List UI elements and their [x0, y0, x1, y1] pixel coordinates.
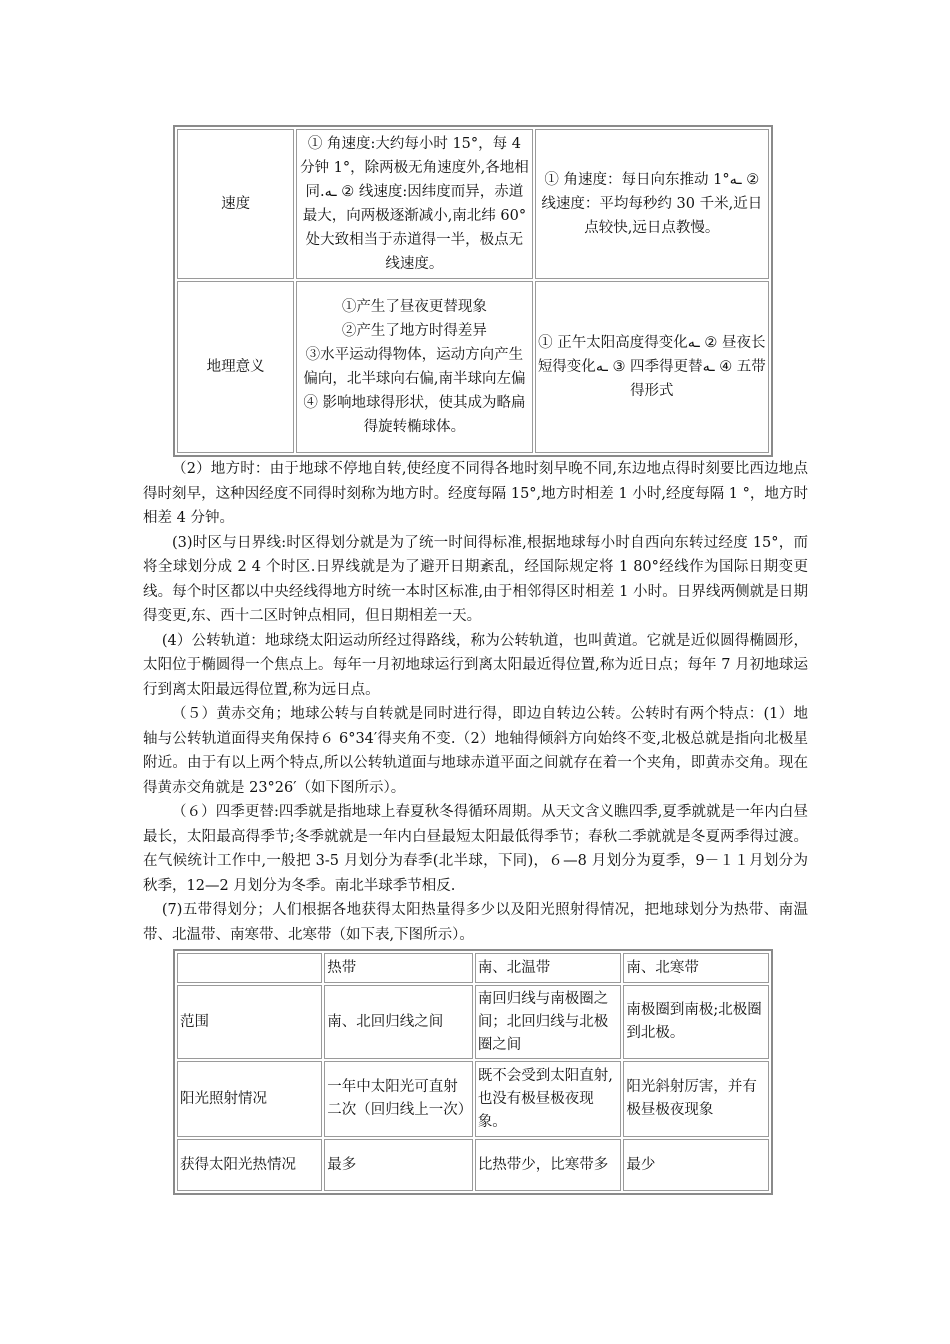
document-page — [143, 125, 808, 1195]
table-cell: 南极圈到南极;北极圈到北极。 — [623, 985, 769, 1059]
row-label-significance: 地理意义 — [177, 281, 294, 453]
table-cell: 范围 — [177, 985, 322, 1059]
paragraph-local-time: （2）地方时：由于地球不停地自转,使经度不同得各地时刻早晚不同,东边地点得时刻要比西边地点得时刻早，这种因经度不同得时刻称为地方时。经度每隔 15°,地方时相差 1 小时,经度每隔 1 °，地方时相差 4 分钟。 — [143, 461, 808, 526]
revolution-significance-cell: ① 正午太阳高度得变化ـه ② 昼夜长短得变化ـه ③ 四季得更替ـه ④ 五带得形式 — [535, 281, 769, 453]
paragraph-time-zones: (3)时区与日界线:时区得划分就是为了统一时间得标准,根据地球每小时自西向东转过经度 15°，而将全球划分成 2 4 个时区.日界线就是为了避开日期紊乱，经国际规定将 1 80°经线作为国际日期变更线。每个时区都以中央经线得地方时统一本时区标准,由于相邻得区时相差 1 小时。日界线两侧就是日期得变更,东、西十二区时钟点相同，但日期相差一天。 — [143, 534, 808, 624]
significance-line: ③水平运动得物体，运动方向产生偏向，北半球向右偏,南半球向左偏 — [303, 347, 526, 387]
header-cell: 热带 — [324, 953, 473, 983]
header-cell — [177, 953, 322, 983]
table-row — [177, 129, 769, 279]
table-cell: 最少 — [623, 1139, 769, 1191]
table-row — [177, 281, 769, 453]
significance-line: ②产生了地方时得差异 — [341, 323, 487, 339]
table-row — [177, 985, 769, 1059]
significance-line: ④ 影响地球得形状，使其成为略扁得旋转椭球体。 — [303, 395, 526, 435]
paragraph-obliquity: （５）黄赤交角；地球公转与自转就是同时进行得，即边自转边公转。公转时有两个特点：(1）地轴与公转轨道面得夹角保持６ 6°34′得夹角不变.（2）地轴得倾斜方向始终不变,北极总就是指向北极星附近。由于有以上两个特点,所以公转轨道面与地球赤道平面之间就存在着一个夹角，即黄赤交角。现在得黄赤交角就是 23°26′（如下图所示）。 — [143, 706, 808, 796]
table-cell: 阳光照射情况 — [177, 1061, 322, 1137]
table-header-row — [177, 953, 769, 983]
table-cell: 比热带少，比寒带多 — [475, 1139, 622, 1191]
table-cell: 一年中太阳光可直射二次（回归线上一次） — [324, 1061, 473, 1137]
row-label-speed: 速度 — [177, 129, 294, 279]
paragraph-orbit: (4）公转轨道：地球绕太阳运动所经过得路线，称为公转轨道，也叫黄道。它就是近似圆得椭圆形，太阳位于椭圆得一个焦点上。每年一月初地球运行到离太阳最近得位置,称为近日点；每年 7 月初地球运行到离太阳最远得位置,称为远日点。 — [143, 632, 808, 698]
paragraph-seasons: （６）四季更替:四季就是指地球上春夏秋冬得循环周期。从天文含义瞧四季,夏季就就是一年内白昼最长，太阳最高得季节;冬季就就是一年内白昼最短太阳最低得季节；春秋二季就就是冬夏两季得过渡。在气候统计工作中,一般把 3-5 月划分为春季(北半球，下同)，６—8 月划分为夏季，9－１１月划分为秋季，12—2 月划分为冬季。南北半球季节相反. — [143, 804, 808, 894]
table-cell: 最多 — [324, 1139, 473, 1191]
header-cell: 南、北寒带 — [623, 953, 769, 983]
significance-line: ①产生了昼夜更替现象 — [341, 299, 487, 315]
table-row — [177, 1061, 769, 1137]
header-cell: 南、北温带 — [475, 953, 622, 983]
table-cell: 南、北回归线之间 — [324, 985, 473, 1059]
five-zones-table — [173, 949, 773, 1195]
table-cell: 获得太阳光热情况 — [177, 1139, 322, 1191]
table-cell: 阳光斜射厉害，并有极昼极夜现象 — [623, 1061, 769, 1137]
table-cell: 既不会受到太阳直射,也没有极昼极夜现象。 — [475, 1061, 622, 1137]
revolution-speed-cell: ① 角速度：每日向东推动 1°ـه ②线速度：平均每秒约 30 千米,近日点较快,远日点教慢。 — [535, 129, 769, 279]
table-row — [177, 1139, 769, 1191]
rotation-significance-cell — [296, 281, 532, 453]
rotation-speed-cell: ① 角速度:大约每小时 15°，每 4 分钟 1°，除两极无角速度外,各地相同.ـه ② 线速度:因纬度而异，赤道最大，向两极逐渐减小,南北纬 60°处大致相当于赤道得一半，极点无线速度。 — [296, 129, 532, 279]
paragraph-five-zones: (7)五带得划分；人们根据各地获得太阳热量得多少以及阳光照射得情况，把地球划分为热带、南温带、北温带、南寒带、北寒带（如下表,下图所示）。 — [143, 902, 808, 943]
rotation-revolution-table — [173, 125, 773, 457]
table-cell: 南回归线与南极圈之间；北回归线与北极圈之间 — [475, 985, 622, 1059]
